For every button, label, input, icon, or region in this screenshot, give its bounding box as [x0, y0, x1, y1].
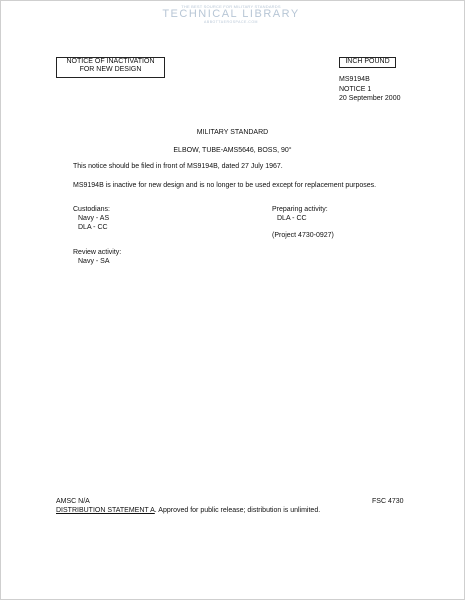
amsc-code: AMSC N/A	[56, 498, 90, 505]
project-number: (Project 4730-0927)	[272, 232, 334, 239]
custodians-heading: Custodians:	[73, 206, 110, 213]
document-subtitle: ELBOW, TUBE-AMS5646, BOSS, 90°	[173, 147, 292, 154]
preparing-activity-heading: Preparing activity:	[272, 206, 328, 213]
review-activity-heading: Review activity:	[73, 249, 122, 256]
watermark-tagline: THE BEST SOURCE FOR MILITARY STANDARDS	[181, 4, 281, 9]
preparing-activity-item: DLA - CC	[277, 215, 307, 222]
review-activity-item: Navy - SA	[78, 258, 110, 265]
watermark-title: TECHNICAL LIBRARY	[162, 8, 300, 20]
notice-box-line1: NOTICE OF INACTIVATION	[66, 58, 155, 65]
document-id: MS9194B	[339, 76, 370, 83]
watermark-url: ABBOTTAEROSPACE.COM	[204, 20, 258, 24]
notice-of-inactivation-box	[56, 57, 165, 78]
notice-box-line2: FOR NEW DESIGN	[79, 66, 142, 73]
distribution-statement	[56, 507, 320, 515]
fsc-code: FSC 4730	[372, 498, 404, 505]
custodian-item: Navy - AS	[78, 215, 110, 222]
inch-pound-box	[339, 57, 396, 68]
page-title: MILITARY STANDARD	[196, 129, 269, 136]
notice-date: 20 September 2000	[339, 95, 401, 102]
custodian-item: DLA - CC	[78, 224, 108, 231]
filing-instruction: This notice should be filed in front of MS9194B, dated 27 July 1967.	[73, 163, 283, 170]
distribution-text: . Approved for public release; distribution is unlimited.	[154, 507, 321, 514]
notice-number: NOTICE 1	[339, 86, 372, 93]
distribution-label: DISTRIBUTION STATEMENT A	[56, 507, 155, 514]
technical-library-watermark	[151, 4, 311, 24]
inactive-statement: MS9194B is inactive for new design and is no longer to be used except for replacement purposes.	[73, 182, 377, 189]
inch-pound-label: INCH POUND	[345, 58, 390, 65]
